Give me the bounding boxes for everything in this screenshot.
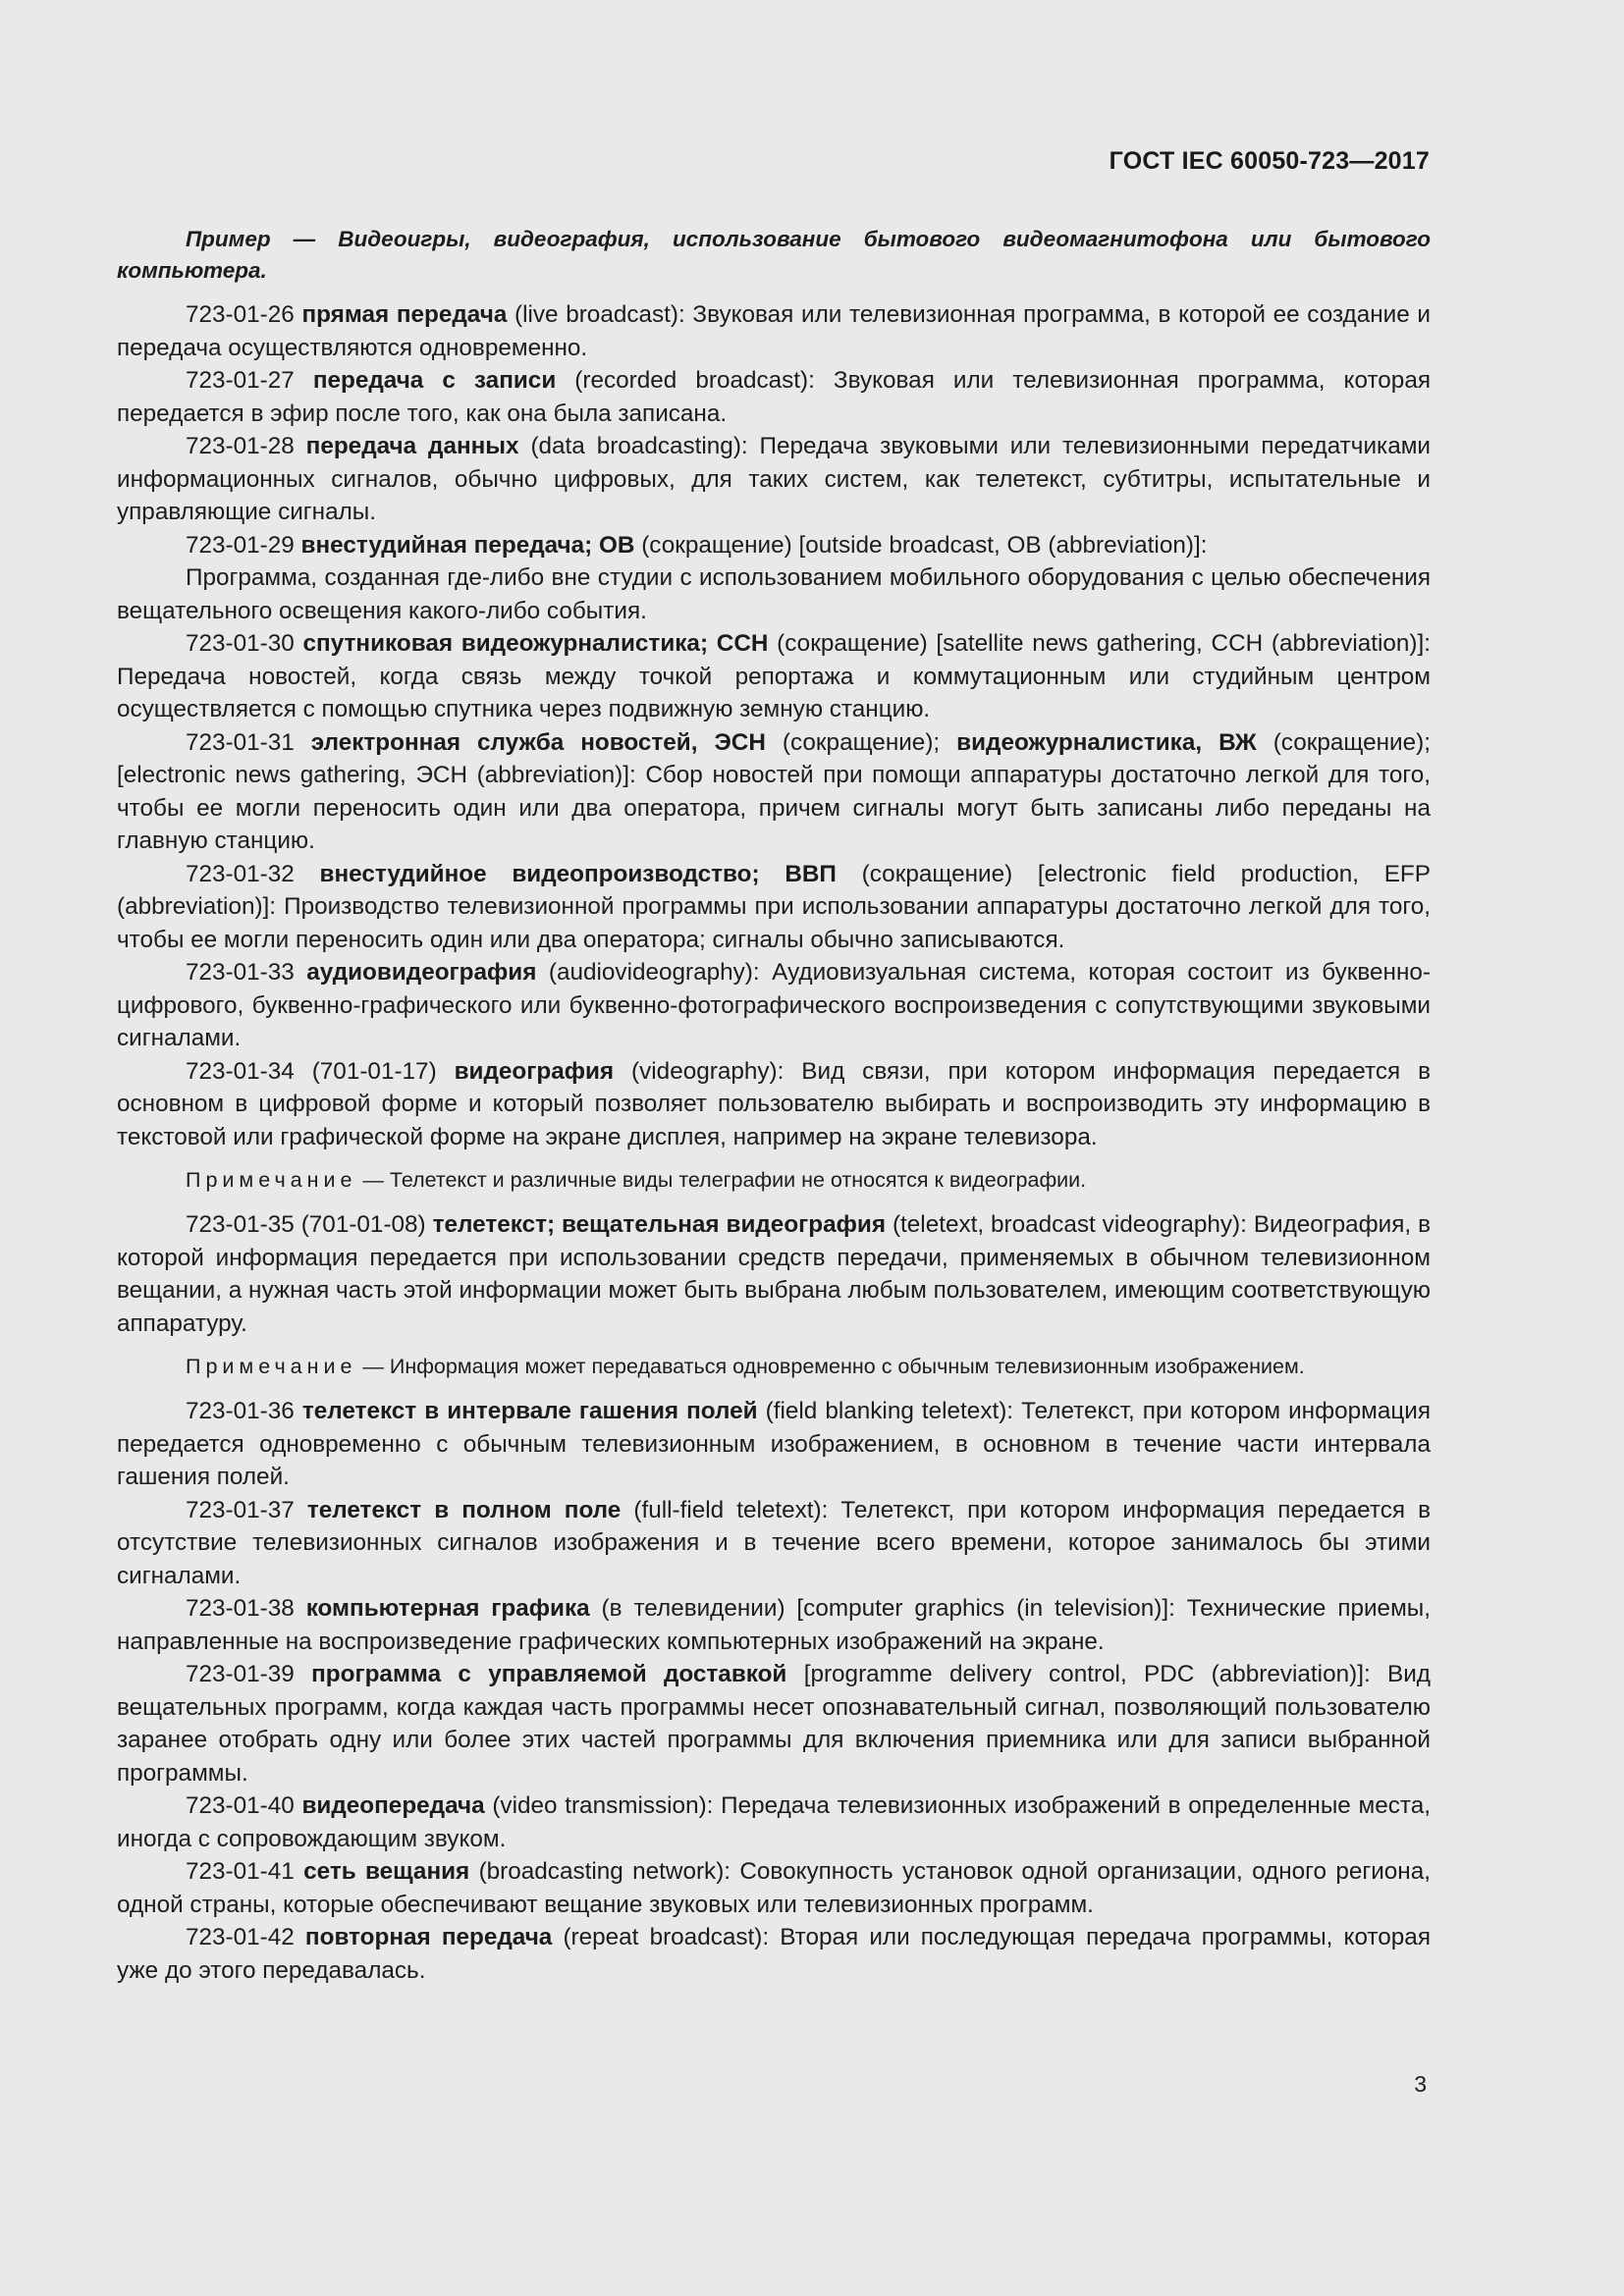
- entry-723-01-33: [117, 956, 1431, 1055]
- entry-number: 723-01-36: [186, 1398, 295, 1424]
- entry-723-01-27: [117, 364, 1431, 430]
- entry-723-01-37: [117, 1494, 1431, 1593]
- entry-723-01-31: [117, 726, 1431, 858]
- entry-number: 723-01-39: [186, 1661, 295, 1687]
- entry-definition: [programme delivery control, PDC (abbreviation)]: Вид вещательных программ, когда каждая часть программы несет опознавательный сигнал, позволяющий пользователю заранее отобрать одну или более этих частей программы для включения приемника или для записи выбранной программы.: [117, 1661, 1431, 1787]
- note-paragraph: [117, 1165, 1431, 1195]
- entry-number: 723-01-33: [186, 959, 295, 986]
- standard-code-header: ГОСТ IEC 60050-723—2017: [1109, 147, 1430, 175]
- entry-term: электронная служба новостей, ЭСН: [310, 728, 766, 756]
- entry-number: 723-01-28: [186, 433, 295, 459]
- entry-term: компьютерная графика: [305, 1595, 590, 1622]
- entry-number: 723-01-40: [186, 1792, 295, 1819]
- entry-continuation: Программа, созданная где-либо вне студии с использованием мобильного оборудования с целью обеспечения вещательного освещения какого-либо события.: [117, 564, 1431, 624]
- entry-definition: (broadcasting network): Совокупность установок одной организации, одного региона, одной страны, которые обеспечивают вещание звуковых или телевизионных программ.: [117, 1858, 1431, 1918]
- document-body: [117, 224, 1431, 1987]
- entry-number: 723-01-30: [186, 630, 295, 657]
- entry-definition: (в телевидении) [computer graphics (in television)]: Технические приемы, направленные на воспроизведение графических компьютерных изображений на экране.: [117, 1595, 1431, 1655]
- note-text: — Телетекст и различные виды телеграфии не относятся к видеографии.: [356, 1168, 1087, 1192]
- entry-term: прямая передача: [301, 301, 508, 328]
- entry-term-secondary: видеожурналистика, ВЖ: [956, 728, 1257, 756]
- entry-term: передача с записи: [312, 367, 557, 394]
- entry-term: повторная передача: [304, 1924, 553, 1950]
- entry-723-01-35: [117, 1208, 1431, 1340]
- entry-723-01-36: [117, 1395, 1431, 1494]
- entry-definition: (сокращение) [satellite news gathering, CCH (abbreviation)]: Передача новостей, когда связь между точкой репортажа и коммутационным или студийным центром осуществляется с помощью спутника через подвижную земную станцию.: [117, 630, 1431, 722]
- entry-definition: (repeat broadcast): Вторая или последующая передача программы, которая уже до этого передавалась.: [117, 1924, 1431, 1984]
- entry-definition: (recorded broadcast): Звуковая или телевизионная программа, которая передается в эфир после того, как она была записана.: [117, 367, 1431, 427]
- entry-723-01-32: [117, 858, 1431, 957]
- entry-definition: (сокращение);: [765, 728, 957, 756]
- entry-number: 723-01-29: [186, 531, 295, 559]
- entry-term: программа с управляемой доставкой: [311, 1661, 787, 1687]
- entry-definition: (сокращение) [electronic field production, EFP (abbreviation)]: Производство телевизионной программы при использовании аппаратуры достаточно легкой для того, чтобы ее могли переносить один или два оператора; сигналы обычно записываются.: [117, 860, 1431, 953]
- page-number: 3: [1414, 2071, 1427, 2097]
- entry-number: 723-01-26: [186, 301, 295, 328]
- entry-definition: (video transmission): Передача телевизионных изображений в определенные места, иногда с сопровождающим звуком.: [117, 1792, 1431, 1852]
- note-label: Примечание: [186, 1168, 357, 1192]
- entry-term: телетекст в интервале гашения полей: [301, 1398, 758, 1424]
- entry-number: 723-01-42: [186, 1924, 295, 1950]
- entry-723-01-39: [117, 1658, 1431, 1789]
- entry-definition: (field blanking teletext): Телетекст, при котором информация передается одновременно с обычным телевизионным изображением, в основном в течение части интервала гашения полей.: [117, 1398, 1431, 1490]
- entry-term: передача данных: [305, 433, 519, 459]
- note-text: — Информация может передаваться одновременно с обычным телевизионным изображением.: [356, 1355, 1305, 1378]
- entry-definition: (full-field teletext): Телетекст, при котором информация передается в отсутствие телевизионных сигналов изображения и в течение всего времени, которое занималось бы этими сигналами.: [117, 1496, 1431, 1589]
- entry-term: телетекст в полном поле: [306, 1496, 622, 1523]
- entry-number: 723-01-38: [186, 1595, 295, 1622]
- entry-723-01-40: [117, 1789, 1431, 1855]
- entry-term: видеография: [454, 1057, 615, 1085]
- entry-723-01-29: [117, 529, 1431, 562]
- entry-term: сеть вещания: [303, 1858, 470, 1885]
- entry-definition: (live broadcast): Звуковая или телевизионная программа, в которой ее создание и передача осуществляются одновременно.: [117, 301, 1431, 361]
- entry-number: 723-01-31: [186, 728, 295, 756]
- entry-definition: (сокращение) [outside broadcast, OB (abbreviation)]:: [634, 531, 1208, 559]
- example-paragraph: Пример — Видеоигры, видеография, использование бытового видеомагнитофона или бытового компьютера.: [117, 227, 1431, 283]
- entry-definition: (audiovideography): Аудиовизуальная система, которая состоит из буквенно-цифрового, буквенно-графического или буквенно-фотографического воспроизведения с сопутствующими звуковыми сигналами.: [117, 959, 1431, 1051]
- entry-723-01-41: [117, 1855, 1431, 1921]
- entry-number: 723-01-35 (701-01-08): [186, 1211, 426, 1238]
- entry-723-01-30: [117, 627, 1431, 726]
- entry-number: 723-01-32: [186, 860, 295, 887]
- entry-number: 723-01-41: [186, 1858, 295, 1885]
- entry-term: внестудийное видеопроизводство; ВВП: [319, 860, 837, 887]
- entry-definition-secondary: (сокращение); [electronic news gathering, ЭСН (abbreviation)]: Сбор новостей при помощи аппаратуры достаточно легкой для того, чтобы ее могли переносить один или два оператора, причем сигналы могут быть записаны либо переданы на главную станцию.: [117, 728, 1431, 854]
- entry-723-01-34: [117, 1055, 1431, 1154]
- entry-number: 723-01-34 (701-01-17): [186, 1057, 437, 1085]
- entry-definition: (teletext, broadcast videography): Видеография, в которой информация передается при использовании средств передачи, применяемых в обычном телевизионном вещании, а нужная часть этой информации может быть выбрана любым пользователем, имеющим соответствующую аппаратуру.: [117, 1211, 1431, 1337]
- entry-number: 723-01-37: [186, 1496, 295, 1523]
- entry-term: аудиовидеография: [306, 959, 537, 986]
- entry-number: 723-01-27: [186, 367, 295, 394]
- entry-723-01-42: [117, 1921, 1431, 1987]
- entry-term: видеопередача: [301, 1792, 485, 1819]
- entry-723-01-28: [117, 430, 1431, 529]
- note-label: Примечание: [186, 1355, 357, 1378]
- entry-723-01-38: [117, 1592, 1431, 1658]
- entry-723-01-26: [117, 298, 1431, 364]
- entry-definition: (videography): Вид связи, при котором информация передается в основном в цифровой форме и который позволяет пользователю выбирать и воспроизводить эту информацию в текстовой или графической форме на экране дисплея, например на экране телевизора.: [117, 1057, 1431, 1150]
- entry-term: телетекст; вещательная видеография: [432, 1211, 887, 1238]
- entry-definition: (data broadcasting): Передача звуковыми или телевизионными передатчиками информационных сигналов, обычно цифровых, для таких систем, как телетекст, субтитры, испытательные и управляющие сигналы.: [117, 433, 1431, 525]
- note-paragraph: [117, 1352, 1431, 1381]
- entry-term: внестудийная передача; ОВ: [300, 531, 635, 559]
- entry-term: спутниковая видеожурналистика; ССН: [302, 630, 769, 657]
